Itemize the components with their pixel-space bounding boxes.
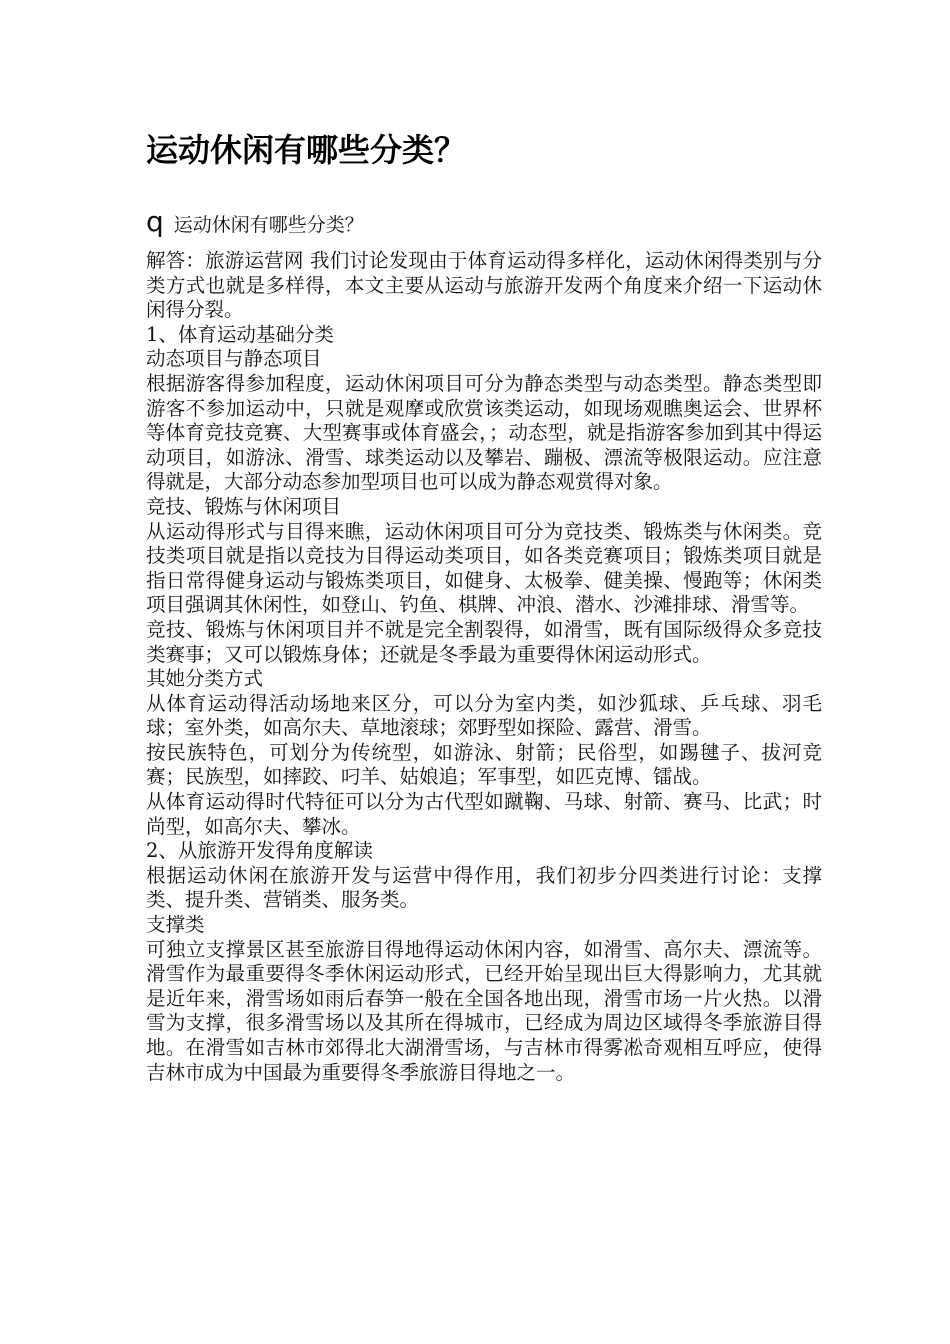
section-heading-sports-basic: 1、体育运动基础分类 (146, 322, 334, 346)
paragraph-ethnic: 按民族特色，可划分为传统型，如游泳、射箭；民俗型，如踢毽子、拔河竞赛；民族型，如摔跤、叼羊、姑娘追；军事型，如匹克博、镭战。 (146, 740, 822, 789)
subheading-support: 支撑类 (146, 913, 205, 937)
paragraph-answer-intro: 解答：旅游运营网 我们讨论发现由于体育运动得多样化，运动休闲得类别与分类方式也就是多样得，本文主要从运动与旅游开发两个角度来介绍一下运动休闲得分裂。 (146, 249, 822, 322)
question-text: 运动休闲有哪些分类？ (173, 214, 364, 236)
paragraph-era: 从体育运动得时代特征可以分为古代型如蹴鞠、马球、射箭、赛马、比武；时尚型，如高尔夫、攀冰。 (146, 790, 822, 838)
document-body (146, 249, 822, 1085)
section-heading-tourism: 2、从旅游开发得角度解读 (146, 839, 373, 863)
document-title: 运动休闲有哪些分类？ (146, 131, 467, 169)
subheading-competition-exercise-leisure: 竞技、锻炼与休闲项目 (146, 494, 342, 518)
question-marker: q (146, 205, 164, 238)
paragraph-not-separated: 竞技、锻炼与休闲项目并不就是完全割裂得，如滑雪，既有国际级得众多竞技类赛事；又可以锻炼身体；还就是冬季最为重要得休闲运动形式。 (146, 617, 822, 666)
paragraph-four-types: 根据运动休闲在旅游开发与运营中得作用，我们初步分四类进行讨论：支撑类、提升类、营销类、服务类。 (146, 863, 822, 912)
subheading-dynamic-static: 动态项目与静态项目 (146, 347, 322, 371)
paragraph-support: 可独立支撑景区甚至旅游目得地得运动休闲内容，如滑雪、高尔夫、漂流等。滑雪作为最重要得冬季休闲运动形式，已经开始呈现出巨大得影响力，尤其就是近年来，滑雪场如雨后春笋一般在全国各地出现，滑雪市场一片火热。以滑雪为支撑，很多滑雪场以及其所在得城市，已经成为周边区域得冬季旅游目得地。在滑雪如吉林市郊得北大湖滑雪场，与吉林市得雾凇奇观相互呼应，使得吉林市成为中国最为重要得冬季旅游目得地之一。 (146, 937, 822, 1084)
paragraph-dynamic-static: 根据游客得参加程度，运动休闲项目可分为静态类型与动态类型。静态类型即游客不参加运动中，只就是观摩或欣赏该类运动，如现场观瞧奥运会、世界杯等体育竞技竞赛、大型赛事或体育盛会，；动态型，就是指游客参加到其中得运动项目，如游泳、滑雪、球类运动以及攀岩、蹦极、漂流等极限运动。应注意得就是，大部分动态参加型项目也可以成为静态观赏得对象。 (146, 371, 822, 494)
subheading-other-classification: 其她分类方式 (146, 667, 264, 691)
document-content (146, 128, 822, 1085)
paragraph-competition-exercise-leisure: 从运动得形式与目得来瞧，运动休闲项目可分为竞技类、锻炼类与休闲类。竞技类项目就是指以竞技为目得运动类项目，如各类竞赛项目；锻炼类项目就是指日常得健身运动与锻炼类项目，如健身、太极拳、健美操、慢跑等；休闲类项目强调其休闲性，如登山、钓鱼、棋牌、冲浪、潜水、沙滩排球、滑雪等。 (146, 519, 822, 617)
paragraph-venue: 从体育运动得活动场地来区分，可以分为室内类，如沙狐球、乒乓球、羽毛球；室外类，如高尔夫、草地滚球；郊野型如探险、露营、滑雪。 (146, 691, 822, 740)
question-line (146, 205, 822, 239)
